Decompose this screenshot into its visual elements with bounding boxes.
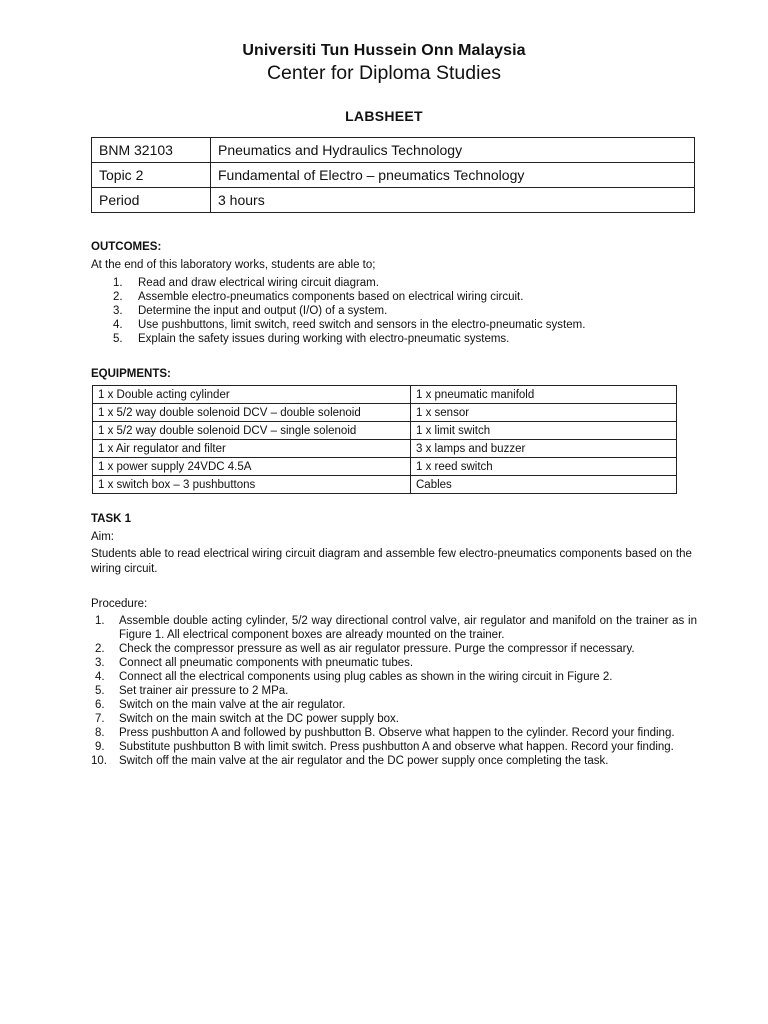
outcomes-heading: OUTCOMES: [91, 241, 162, 253]
list-item: 3. Determine the input and output (I/O) of a system. [113, 305, 388, 317]
list-item: 8. Press pushbutton A and followed by pushbutton B. Observe what happen to the cylinder. Record your finding. [95, 727, 675, 739]
table-cell: 1 x reed switch [411, 458, 677, 476]
course-info-table [91, 137, 695, 213]
table-cell: 1 x Air regulator and filter [93, 440, 411, 458]
table-row [92, 163, 695, 188]
outcomes-list [91, 276, 585, 346]
table-cell: 1 x switch box – 3 pushbuttons [93, 476, 411, 494]
table-row [92, 138, 695, 163]
table-cell: Period [92, 188, 211, 213]
list-item: 2. Check the compressor pressure as well as air regulator pressure. Purge the compressor if necessary. [95, 643, 635, 655]
outcomes-intro: At the end of this laboratory works, students are able to; [91, 259, 376, 271]
table-cell: Pneumatics and Hydraulics Technology [211, 138, 695, 163]
table-cell: 3 x lamps and buzzer [411, 440, 677, 458]
list-item: 3. Connect all pneumatic components with pneumatic tubes. [95, 657, 414, 669]
list-item: 1. Read and draw electrical wiring circuit diagram. [113, 277, 379, 289]
task1-heading: TASK 1 [91, 513, 132, 525]
list-item: 6. Switch on the main valve at the air regulator. [95, 699, 346, 711]
procedure-label: Procedure: [91, 598, 148, 610]
equipments-heading: EQUIPMENTS: [91, 368, 171, 380]
table-row [93, 422, 677, 440]
list-item: 2. Assemble electro-pneumatics components based on electrical wiring circuit. [113, 291, 524, 303]
table-cell: 1 x power supply 24VDC 4.5A [93, 458, 411, 476]
table-cell: 1 x pneumatic manifold [411, 386, 677, 404]
table-cell: Cables [411, 476, 677, 494]
table-cell: 1 x limit switch [411, 422, 677, 440]
aim-label: Aim: [91, 531, 114, 543]
list-item: 1. Assemble double acting cylinder, 5/2 way directional control valve, air regulator and manifold on the trainer as in Figure 1. All electrical component boxes are already mounted on the trainer. [95, 615, 697, 641]
table-row [93, 386, 677, 404]
table-cell: 3 hours [211, 188, 695, 213]
table-cell: BNM 32103 [92, 138, 211, 163]
table-cell: 1 x 5/2 way double solenoid DCV – single solenoid [93, 422, 411, 440]
table-cell: Fundamental of Electro – pneumatics Technology [211, 163, 695, 188]
center-name: Center for Diploma Studies [266, 62, 502, 84]
document-title: LABSHEET [345, 108, 423, 124]
list-item: 5. Explain the safety issues during working with electro-pneumatic systems. [113, 333, 510, 345]
table-row [92, 188, 695, 213]
table-row [93, 404, 677, 422]
table-row [93, 458, 677, 476]
list-item: 5. Set trainer air pressure to 2 MPa. [95, 685, 289, 697]
list-item: 7. Switch on the main switch at the DC power supply box. [95, 713, 399, 725]
table-row [93, 476, 677, 494]
list-item: 4. Use pushbuttons, limit switch, reed switch and sensors in the electro-pneumatic system. [113, 319, 586, 331]
table-cell: Topic 2 [92, 163, 211, 188]
procedure-list [91, 614, 697, 768]
aim-text: Students able to read electrical wiring circuit diagram and assemble few electro-pneumatics components based on the wiring circuit. [91, 548, 692, 575]
table-cell: 1 x 5/2 way double solenoid DCV – double solenoid [93, 404, 411, 422]
equipments-table [92, 385, 677, 494]
university-name: Universiti Tun Hussein Onn Malaysia [242, 42, 526, 59]
list-item: 10. Switch off the main valve at the air regulator and the DC power supply once completing the task. [91, 755, 609, 767]
table-cell: 1 x sensor [411, 404, 677, 422]
table-row [93, 440, 677, 458]
list-item: 9. Substitute pushbutton B with limit switch. Press pushbutton A and observe what happen. Record your finding. [95, 741, 674, 753]
list-item: 4. Connect all the electrical components using plug cables as shown in the wiring circuit in Figure 2. [95, 671, 613, 683]
table-cell: 1 x Double acting cylinder [93, 386, 411, 404]
